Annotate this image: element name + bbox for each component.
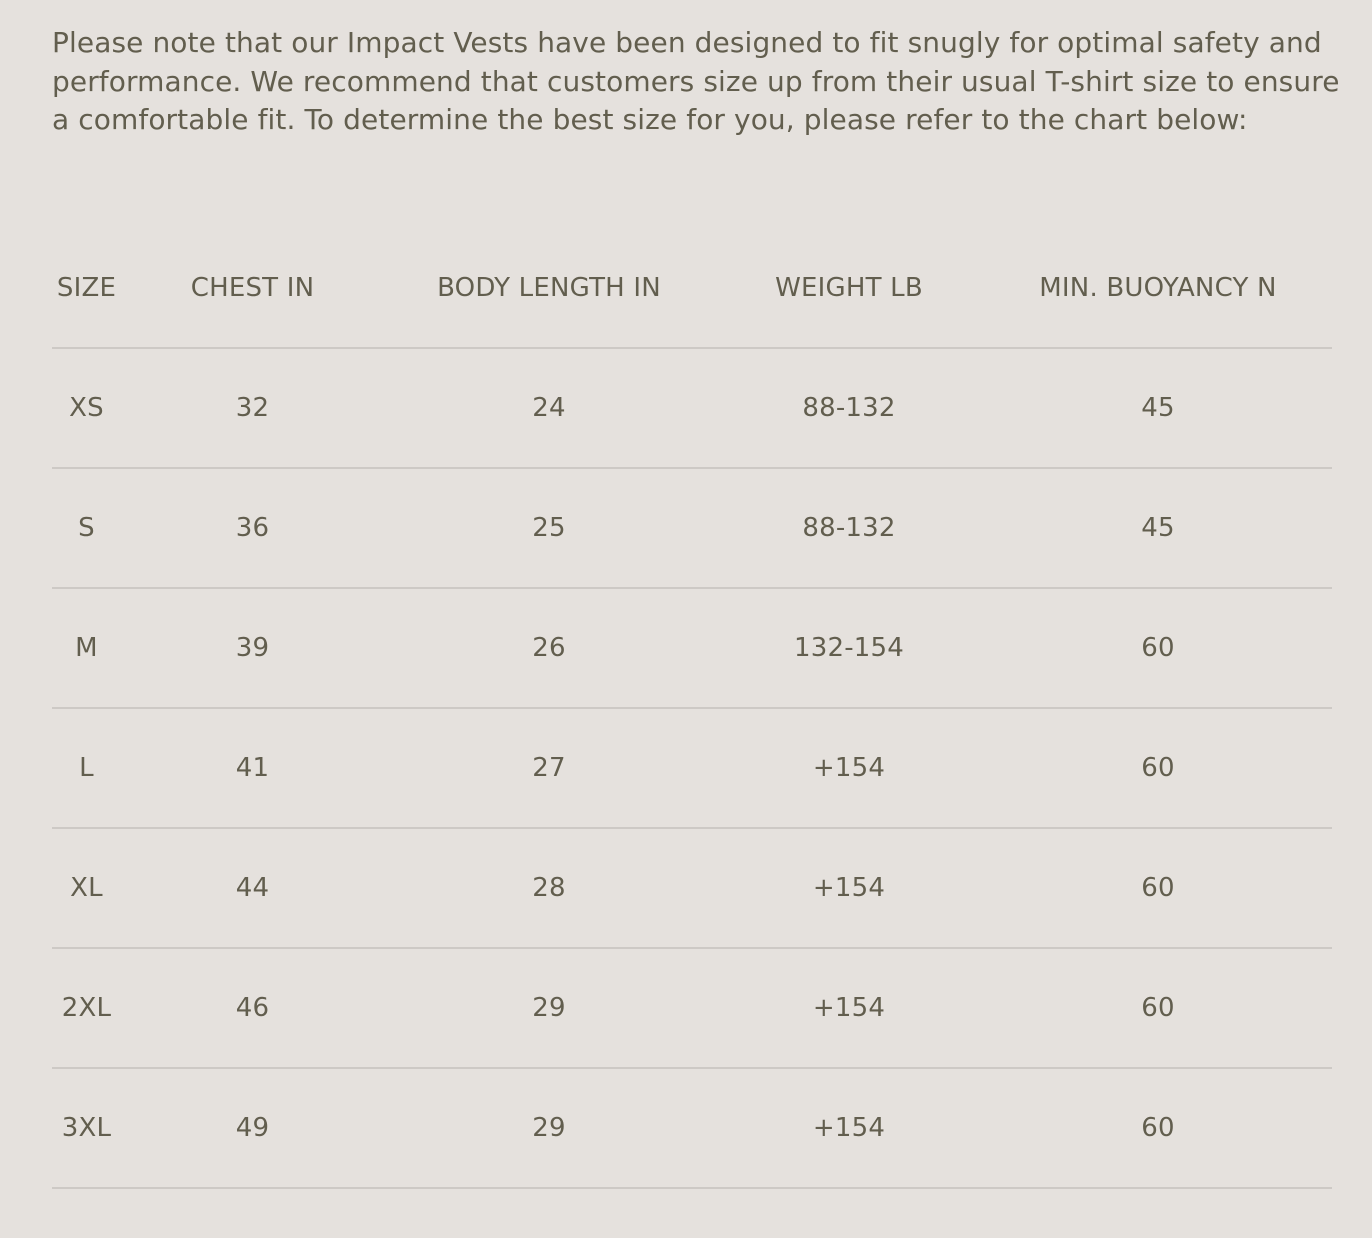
cell-min-buoyancy: 60 — [984, 708, 1332, 828]
cell-body-length: 29 — [384, 948, 714, 1068]
cell-chest: 46 — [121, 948, 384, 1068]
size-chart-table — [52, 228, 1332, 1189]
cell-body-length: 29 — [384, 1068, 714, 1188]
cell-weight: +154 — [714, 948, 984, 1068]
cell-weight: 132-154 — [714, 588, 984, 708]
cell-min-buoyancy: 45 — [984, 468, 1332, 588]
header-row — [52, 228, 1332, 348]
header-size: SIZE — [52, 228, 121, 348]
cell-size: XS — [52, 348, 121, 468]
header-min-buoyancy: MIN. BUOYANCY N — [984, 228, 1332, 348]
cell-min-buoyancy: 60 — [984, 588, 1332, 708]
cell-weight: +154 — [714, 1068, 984, 1188]
cell-size: M — [52, 588, 121, 708]
cell-size: 2XL — [52, 948, 121, 1068]
size-guide-note: Please note that our Impact Vests have been designed to fit snugly for optimal safety and performance. We recommend that customers size up from their usual T-shirt size to ensure a comfortable fit. To determine the best size for you, please refer to the chart below: — [52, 26, 1340, 136]
cell-weight: +154 — [714, 828, 984, 948]
size-chart-header — [52, 228, 1332, 348]
cell-chest: 39 — [121, 588, 384, 708]
cell-chest: 41 — [121, 708, 384, 828]
cell-body-length: 24 — [384, 348, 714, 468]
header-weight: WEIGHT LB — [714, 228, 984, 348]
cell-size: L — [52, 708, 121, 828]
header-body-length: BODY LENGTH IN — [384, 228, 714, 348]
cell-weight: +154 — [714, 708, 984, 828]
cell-body-length: 28 — [384, 828, 714, 948]
cell-size: S — [52, 468, 121, 588]
cell-body-length: 26 — [384, 588, 714, 708]
cell-min-buoyancy: 60 — [984, 948, 1332, 1068]
header-chest: CHEST IN — [121, 228, 384, 348]
cell-body-length: 27 — [384, 708, 714, 828]
cell-chest: 32 — [121, 348, 384, 468]
cell-size: 3XL — [52, 1068, 121, 1188]
cell-min-buoyancy: 60 — [984, 1068, 1332, 1188]
table-row — [52, 828, 1332, 948]
cell-body-length: 25 — [384, 468, 714, 588]
cell-size: XL — [52, 828, 121, 948]
table-row — [52, 468, 1332, 588]
cell-min-buoyancy: 45 — [984, 348, 1332, 468]
table-row — [52, 1068, 1332, 1188]
cell-chest: 44 — [121, 828, 384, 948]
table-row — [52, 948, 1332, 1068]
cell-weight: 88-132 — [714, 348, 984, 468]
table-row — [52, 708, 1332, 828]
table-row — [52, 588, 1332, 708]
table-row — [52, 348, 1332, 468]
size-chart-body — [52, 348, 1332, 1188]
cell-weight: 88-132 — [714, 468, 984, 588]
cell-chest: 49 — [121, 1068, 384, 1188]
cell-min-buoyancy: 60 — [984, 828, 1332, 948]
cell-chest: 36 — [121, 468, 384, 588]
